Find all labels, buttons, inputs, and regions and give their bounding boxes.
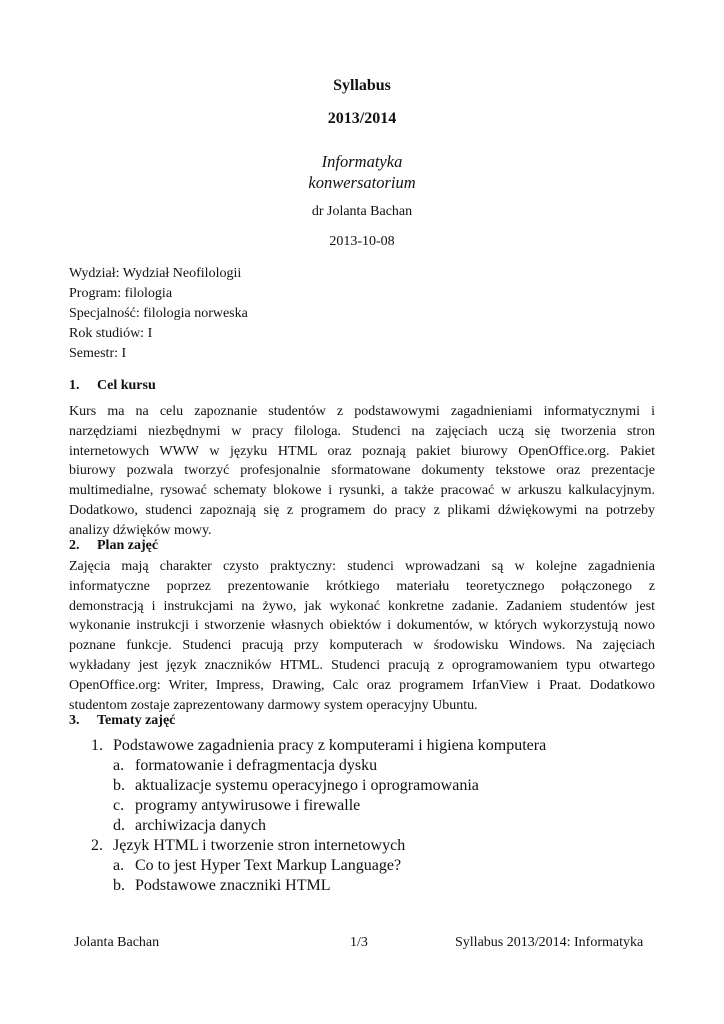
text-line: analizy dźwięków mowy. [69, 522, 212, 538]
subtopic-item [113, 777, 479, 795]
academic-year: 2013/2014 [327, 110, 397, 127]
subtopic-label: Co to jest Hyper Text Markup Language? [135, 857, 402, 874]
document-date: 2013-10-08 [329, 234, 395, 249]
topic-item [91, 837, 405, 855]
course-meta [69, 264, 248, 364]
course-author: dr Jolanta Bachan [311, 204, 413, 219]
section-number: 3. [69, 713, 80, 728]
list-marker: d. [113, 817, 125, 834]
section-title: Plan zajęć [97, 538, 159, 553]
text-line: Kurs ma na celu zapoznanie studentów z podstawowymi zagadnieniami informatycznymi i [69, 404, 655, 419]
text-line: demonstracją i instrukcjami na żywo, jak wykonać konkretne zadanie. Zadaniem studentów jest [69, 598, 655, 614]
section-title: Tematy zajęć [97, 713, 176, 728]
meta-semester: Semestr: I [69, 346, 127, 361]
subtopic-item [113, 757, 377, 775]
list-marker: 2. [91, 837, 103, 854]
meta-specialization: Specjalność: filologia norweska [69, 306, 248, 321]
text-line: narzędziami niezbędnymi w pracy filologa. Studenci na zajęciach uczą się tworzenia stron [69, 423, 655, 439]
text-line: internetowych WWW w języku HTML oraz poznają pakiet biurowy OpenOffice.org. Pakiet [69, 443, 655, 459]
list-marker: 1. [91, 737, 103, 754]
topic-label: Podstawowe zagadnienia pracy z komputerami i higiena komputera [113, 737, 547, 754]
subtopic-item [113, 817, 266, 835]
section-goal-text [69, 402, 655, 541]
text-line: Dodatkowo, studenci zapoznają się z programem do pracy z plikami dźwiękowymi na potrzeby [69, 502, 655, 518]
text-line: informatyczne poprzez prezentowanie krótkiego materiału teoretycznego połączonego z [69, 578, 655, 594]
list-marker: b. [113, 877, 125, 894]
text-line: wykładany jest język znaczników HTML. Studenci pracują z oprogramowaniem typu otwartego [69, 657, 655, 673]
topic-item [91, 737, 546, 755]
section-heading-topics [69, 713, 175, 729]
text-line: studentom zostaje zaprezentowany darmowy system operacyjny Ubuntu. [69, 697, 478, 713]
text-line: multimedialne, rysować schematy blokowe i rysunki, a także pracować w arkuszu kalkulacyjnym. [69, 483, 655, 499]
section-plan-text [69, 557, 655, 715]
subtopic-label: aktualizacje systemu operacyjnego i oprogramowania [135, 777, 479, 794]
text-line: poznane funkcje. Studenci pracują przy komputerach w środowisku Windows. Na zajęciach [69, 638, 655, 654]
text-line: wykonanie instrukcji i stworzenie własnych obiektów i dokumentów, w których wykorzystują nowo [69, 618, 655, 634]
meta-year-of-study: Rok studiów: I [69, 326, 153, 341]
topic-label: Język HTML i tworzenie stron internetowych [113, 837, 406, 854]
subtopic-label: formatowanie i defragmentacja dysku [135, 757, 378, 774]
subtopic-label: Podstawowe znaczniki HTML [135, 877, 331, 894]
document-title: Syllabus [333, 77, 391, 94]
section-number: 2. [69, 538, 80, 553]
section-number: 1. [69, 378, 80, 393]
text-line: OpenOffice.org: Writer, Impress, Drawing, Calc oraz programem IrfanView i Praat. Dodatkowo [69, 677, 655, 693]
subtopic-label: programy antywirusowe i firewalle [135, 797, 361, 814]
list-marker: a. [113, 857, 125, 874]
subtopic-item [113, 857, 401, 875]
text-line: Zajęcia mają charakter czysto praktyczny: studenci wprowadzani są w kolejne zagadnienia [69, 559, 655, 574]
section-title: Cel kursu [97, 378, 156, 393]
text-line: biurowy pozwala tworzyć profesjonalnie sformatowane dokumenty tekstowe oraz prezentacje [69, 463, 655, 479]
course-subject: Informatyka [321, 152, 403, 171]
course-form: konwersatorium [308, 173, 416, 192]
subtopic-item [113, 797, 360, 815]
subtopic-item [113, 877, 331, 895]
list-marker: a. [113, 757, 125, 774]
footer-document-title: Syllabus 2013/2014: Informatyka [455, 935, 644, 950]
footer-author: Jolanta Bachan [74, 935, 160, 950]
meta-program: Program: filologia [69, 286, 173, 301]
section-heading-plan [69, 538, 158, 554]
list-marker: b. [113, 777, 125, 794]
list-marker: c. [113, 797, 125, 814]
footer-page-number: 1/3 [350, 935, 368, 950]
meta-faculty: Wydział: Wydział Neofilologii [69, 266, 242, 281]
section-heading-goal [69, 378, 156, 394]
subtopic-label: archiwizacja danych [135, 817, 267, 834]
